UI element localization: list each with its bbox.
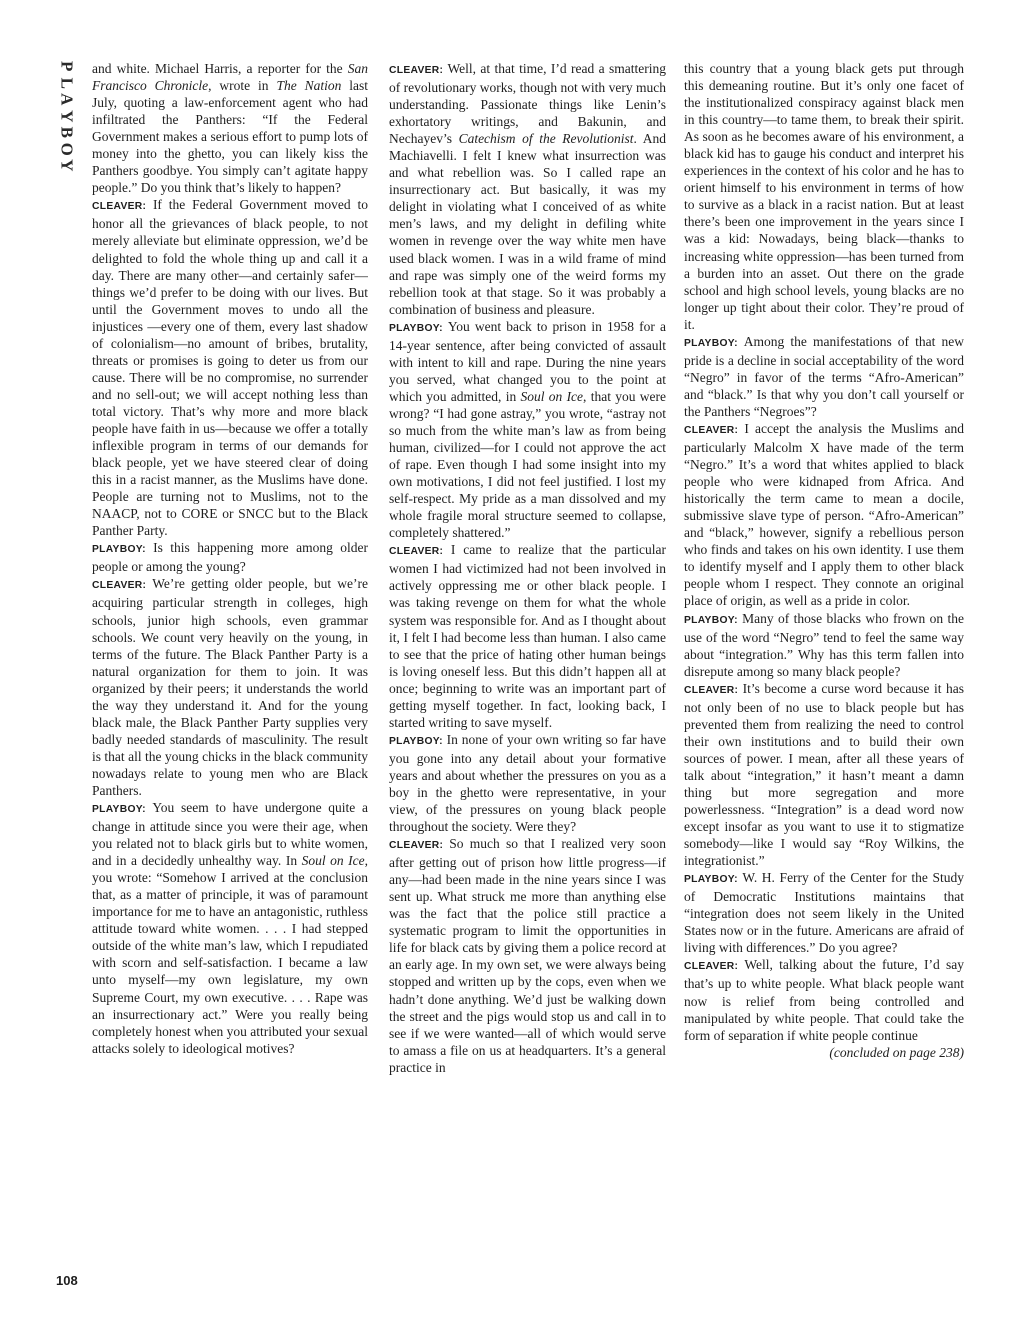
- interview-paragraph: PLAYBOY: In none of your own writing so far have you gone into any detail about your formative years and about whether the pressures on you as a boy in the ghetto were representative, in your view, of the pressures on young black people throughout the society. Were they?: [389, 731, 666, 835]
- speaker-label: CLEAVER:: [92, 580, 153, 592]
- italic-title: San Francisco Chronicle: [92, 61, 368, 94]
- masthead-letter: Y: [57, 109, 77, 122]
- speaker-label: CLEAVER:: [684, 684, 743, 696]
- masthead-letter: O: [57, 142, 77, 156]
- interview-paragraph: CLEAVER: Well, talking about the future, I’d say that’s up to white people. What black people want now is relief from being controlled and manipulated by white people. That could take the form of separation if white people continue: [684, 957, 964, 1043]
- speaker-label: CLEAVER:: [92, 201, 153, 213]
- masthead-letter: B: [57, 126, 77, 138]
- italic-title: Soul on Ice: [520, 388, 584, 404]
- speaker-label: PLAYBOY:: [389, 735, 447, 747]
- italic-title: Soul on Ice: [301, 853, 365, 869]
- speaker-label: CLEAVER:: [389, 546, 451, 558]
- speaker-label: CLEAVER:: [684, 961, 745, 973]
- interview-paragraph: CLEAVER: It’s become a curse word because it has not only been of no use to black people but has prevented them from realizing the need to control their own institutions and to build their own sources of power. I mean, after all these years of talk about “integration,” it hasn’t meant a damn thing but more segregation and more powerlessness. “Integration” is a dead word now except insofar as you want to use it to stigmatize somebody—like I would say “Roy Wilkins, the integrationist.”: [684, 680, 964, 869]
- interview-paragraph: CLEAVER: If the Federal Government moved to honor all the grievances of black people, to not merely alleviate but eliminate oppression, we’d be delighted to fold the whole thing up and call it a day. There are many other—and certainly safer—things we’d prefer to be doing with our lives. But until the Government moves to undo all the injustices —every one of them, every last shadow of colonialism—no amount of bribes, brutality, threats or promises is going to deter us from our cause. There will be no compromise, no surrender and no sell-out; we will accept nothing less than total victory. That’s why more and more black people have faith in us—because we offer a totally inflexible program in terms of our demands for black people, yet we have steered clear of doing this in a racist manner, as the Muslims have done. People are turning not to Muslims, not to the NAACP, not to CORE or SNCC but to the Black Panther Party.: [92, 197, 368, 539]
- interview-paragraph: CLEAVER: I accept the analysis the Muslims and particularly Malcolm X have made of the term “Negro.” It’s a word that whites applied to black people who were kidnaped from Africa. And historically the term came to mean a docile, submissive slave type of person. “Afro-American” and “black,” however, signify a rebellious person who finds and takes on his own identity. I use them to identify myself and I apply them to other black people whom I respect. They connote an original place of origin, as well as a pride in color.: [684, 420, 964, 609]
- speaker-label: PLAYBOY:: [389, 322, 448, 334]
- italic-title: The Nation: [276, 78, 342, 94]
- interview-paragraph: PLAYBOY: Many of those blacks who frown on the use of the word “Negro” tend to feel the same way about “integration.” Why has this term fallen into disrepute among so many black people?: [684, 610, 964, 679]
- masthead-letter: Y: [57, 159, 77, 172]
- interview-paragraph: CLEAVER: Well, at that time, I’d read a smattering of revolutionary works, though not with very much understanding. Passionate things like Lenin’s exhortatory writings, and Bakunin, and Nechayev’s Catechism of the Revolutionist. And Machiavelli. I felt I knew what insurrection was and what rebellion was. So I called rape an insurrectionary act. But basically, it was my delight in violating what I conceived of as white men’s laws, and my delight in defiling white women in revenge over the way white men have used black women. I was in a wild frame of mind and rape was simply one of the weird forms my rebellion took at that stage. So it was probably a combination of business and pleasure.: [389, 61, 666, 317]
- interview-paragraph: CLEAVER: We’re getting older people, but we’re acquiring particular strength in colleges, high schools, junior high schools, even grammar schools. We count very heavily on the young, in terms of the future. The Black Panther Party is a natural organization for them to join. It was organized by their peers; it understands the world the way they understand it. And for the young black male, the Black Panther Party supplies very badly needed standards of masculinity. The result is that all the young chicks in the black community nowadays relate to young men who are Black Panthers.: [92, 576, 368, 798]
- italic-title: Catechism of the Revolutionist: [458, 131, 634, 147]
- interview-paragraph: CLEAVER: So much so that I realized very soon after getting out of prison how little progress—if any—had been made in the nine years since I was sent up. What struck me more than anything else was the fact that the police still practice a systematic program to limit the opportunities in life for black cats by giving them a police record at an early age. In my own set, we were always being stopped and written up by the cops, even when we hadn’t done anything. We’d just be walking down the street and the pigs would stop us and call in to see if we were wanted—all of which would serve to amass a file on us at headquarters. It’s a general practice in: [389, 836, 666, 1075]
- interview-paragraph: PLAYBOY: Is this happening more among older people or among the young?: [92, 540, 368, 575]
- interview-paragraph: PLAYBOY: W. H. Ferry of the Center for the Study of Democratic Institutions maintains that “integration does not seem likely in the United States now or in the future. Americans are afraid of living with differences.” Do you agree?: [684, 870, 964, 956]
- speaker-label: CLEAVER:: [684, 424, 745, 436]
- speaker-label: CLEAVER:: [389, 65, 448, 76]
- speaker-label: PLAYBOY:: [684, 874, 743, 886]
- speaker-label: PLAYBOY:: [684, 614, 743, 626]
- speaker-label: PLAYBOY:: [684, 337, 744, 349]
- column-2: [389, 60, 666, 1285]
- interview-paragraph: PLAYBOY: Among the manifestations of that new pride is a decline in social acceptability of the word “Negro” in favor of the terms “Afro-American” and “black.” Is that why you don’t call yourself or the Panthers “Negroes”?: [684, 333, 964, 419]
- column-3: [684, 60, 964, 1285]
- interview-paragraph: PLAYBOY: You went back to prison in 1958 for a 14-year sentence, after being convicted of assault with intent to kill and rape. During the nine years you served, what changed you to the point at which you admitted, in Soul on Ice, that you were wrong? “I had gone astray,” you wrote, “astray not so much from the white man’s law as from being human, civilized—for I could not approve the act of rape. Even though I had some insight into my own motivations, I did not feel justified. I lost my self-respect. My pride as a man dissolved and my whole fragile moral structure seemed to collapse, completely shattered.”: [389, 318, 666, 541]
- speaker-label: PLAYBOY:: [92, 804, 153, 816]
- interview-paragraph: PLAYBOY: You seem to have undergone quite a change in attitude since you were their age, when you related not to black girls but to white women, and in a decidedly unhealthy way. In Soul on Ice, you wrote: “Somehow I arrived at the conclusion that, as a matter of principle, it was of paramount importance for me to have an antagonistic, ruthless attitude toward white women. . . . I had stepped outside of the white man’s law, which I repudiated with scorn and self-satisfaction. I became a law unto myself—my own legislature, my own Supreme Court, my own executive. . . . Rape was an insurrectionary act.” Were you really being completely honest when you attributed your sexual attacks solely to ideological motives?: [92, 800, 368, 1056]
- masthead-letter: P: [57, 61, 77, 72]
- speaker-label: PLAYBOY:: [92, 544, 154, 556]
- column-1: [92, 60, 368, 1285]
- masthead-letter: A: [57, 93, 77, 106]
- masthead: [56, 58, 76, 174]
- masthead-letter: L: [57, 77, 77, 89]
- speaker-label: CLEAVER:: [389, 840, 450, 852]
- interview-paragraph: and white. Michael Harris, a reporter for the San Francisco Chronicle, wrote in The Nation last July, quoting a law-enforcement agent who had infiltrated the Panthers: “If the Federal Government makes a serious effort to pump lots of money into the ghetto, you can likely kiss the Panthers goodbye. You simply can’t agitate happy people.” Do you think that’s likely to happen?: [92, 61, 368, 196]
- page-number: 108: [56, 1273, 78, 1288]
- continued-note: (concluded on page 238): [829, 1044, 964, 1060]
- interview-paragraph: this country that a young black gets put through this demeaning routine. But it’s only one facet of the institutionalized conspiracy against black men in this country—to tame them, to break their spirit. As soon as he becomes aware of his environment, a black kid has to gauge his conduct and interpret his experiences in the context of his color and he has to orient himself to his environment in terms of how to survive as a black in a racist nation. But at least there’s been one improvement in the years since I was a kid: Nowadays, being black—thanks to increasing white oppression—has been turned from a burden into an asset. Out there on the grade school and high school levels, young blacks are no longer up tight about their color. They’re proud of it.: [684, 61, 964, 332]
- interview-paragraph: CLEAVER: I came to realize that the particular women I had victimized had not been involved in actively oppressing me or other black people. I was taking revenge on them for what the whole system was responsible for. And as I thought about it, I felt I had become less than human. I also came to see that the price of hating other human beings is loving oneself less. But this didn’t happen all at once; beginning to write was an important part of getting myself together. In fact, looking back, I started writing to save myself.: [389, 542, 666, 730]
